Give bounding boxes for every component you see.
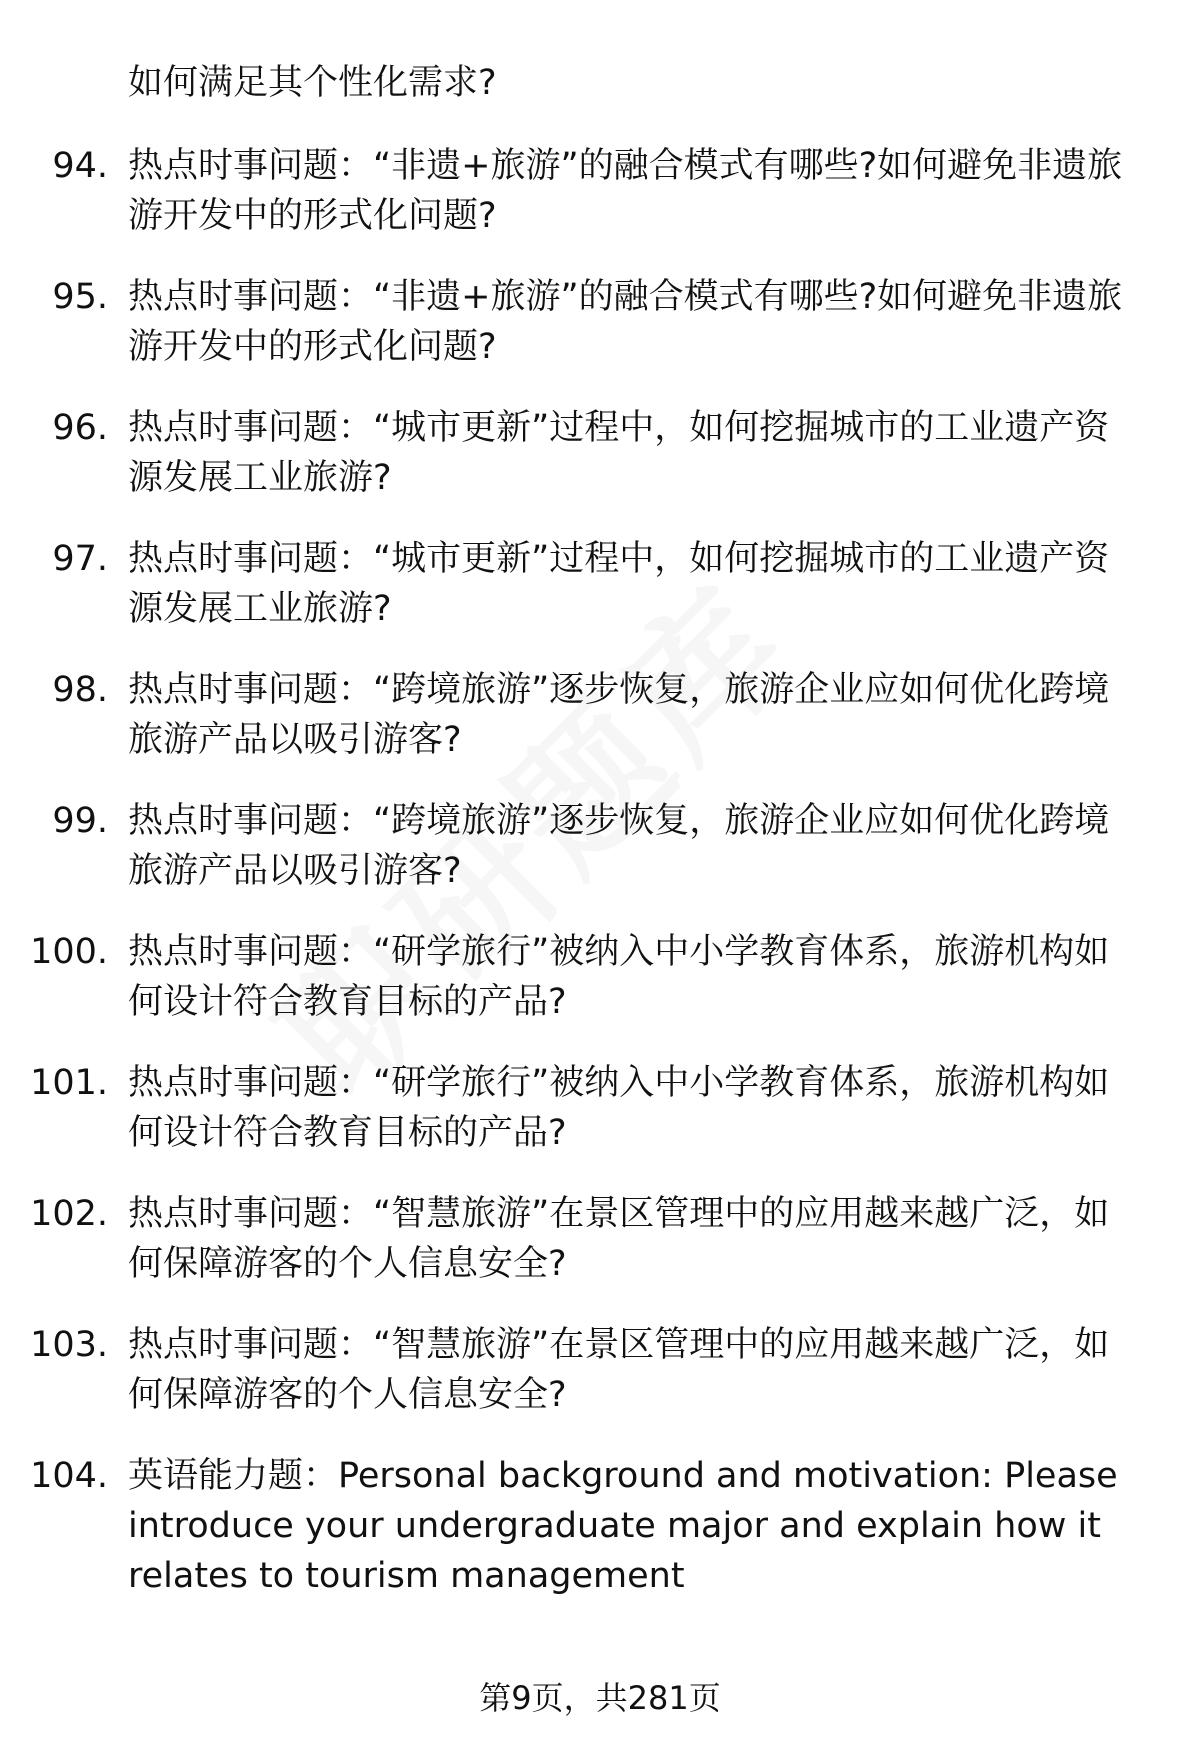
question-number: 99. <box>52 801 108 841</box>
question-item <box>0 796 1200 927</box>
question-number: 95. <box>52 277 108 317</box>
question-text: 热点时事问题：“城市更新”过程中，如何挖掘城市的工业遗产资源发展工业旅游? <box>128 408 1110 498</box>
question-text: 热点时事问题：“跨境旅游”逐步恢复，旅游企业应如何优化跨境旅游产品以吸引游客? <box>128 670 1110 760</box>
question-text: 热点时事问题：“智慧旅游”在景区管理中的应用越来越广泛，如何保障游客的个人信息安全? <box>128 1325 1110 1415</box>
question-number: 96. <box>52 408 108 448</box>
question-number: 100. <box>30 932 108 972</box>
question-number: 104. <box>30 1456 108 1496</box>
question-item <box>0 1189 1200 1320</box>
question-number: 98. <box>52 670 108 710</box>
question-item <box>0 141 1200 272</box>
question-number: 97. <box>52 539 108 579</box>
page-number-footer: 第9页，共281页 <box>479 1679 721 1717</box>
question-number: 102. <box>30 1194 108 1234</box>
question-item <box>0 927 1200 1058</box>
question-item <box>0 1451 1200 1611</box>
question-item <box>0 1058 1200 1189</box>
question-list <box>0 141 1200 1611</box>
question-text: 英语能力题：Personal background and motivation: Please introduce your undergraduate major and explain how it relates to tourism management <box>128 1456 1118 1596</box>
question-item <box>0 403 1200 534</box>
question-number: 94. <box>52 146 108 186</box>
question-number: 103. <box>30 1325 108 1365</box>
question-text: 热点时事问题：“非遗+旅游”的融合模式有哪些?如何避免非遗旅游开发中的形式化问题? <box>128 277 1123 367</box>
continued-question-text: 如何满足其个性化需求? <box>128 63 497 103</box>
question-item <box>0 1320 1200 1451</box>
question-item <box>0 272 1200 403</box>
question-item <box>0 534 1200 665</box>
question-number: 101. <box>30 1063 108 1103</box>
question-item <box>0 665 1200 796</box>
question-text: 热点时事问题：“研学旅行”被纳入中小学教育体系，旅游机构如何设计符合教育目标的产品? <box>128 1063 1110 1153</box>
question-text: 热点时事问题：“非遗+旅游”的融合模式有哪些?如何避免非遗旅游开发中的形式化问题? <box>128 146 1123 236</box>
question-text: 热点时事问题：“研学旅行”被纳入中小学教育体系，旅游机构如何设计符合教育目标的产品? <box>128 932 1110 1022</box>
question-text: 热点时事问题：“智慧旅游”在景区管理中的应用越来越广泛，如何保障游客的个人信息安全? <box>128 1194 1110 1284</box>
question-text: 热点时事问题：“城市更新”过程中，如何挖掘城市的工业遗产资源发展工业旅游? <box>128 539 1110 629</box>
question-text: 热点时事问题：“跨境旅游”逐步恢复，旅游企业应如何优化跨境旅游产品以吸引游客? <box>128 801 1110 891</box>
